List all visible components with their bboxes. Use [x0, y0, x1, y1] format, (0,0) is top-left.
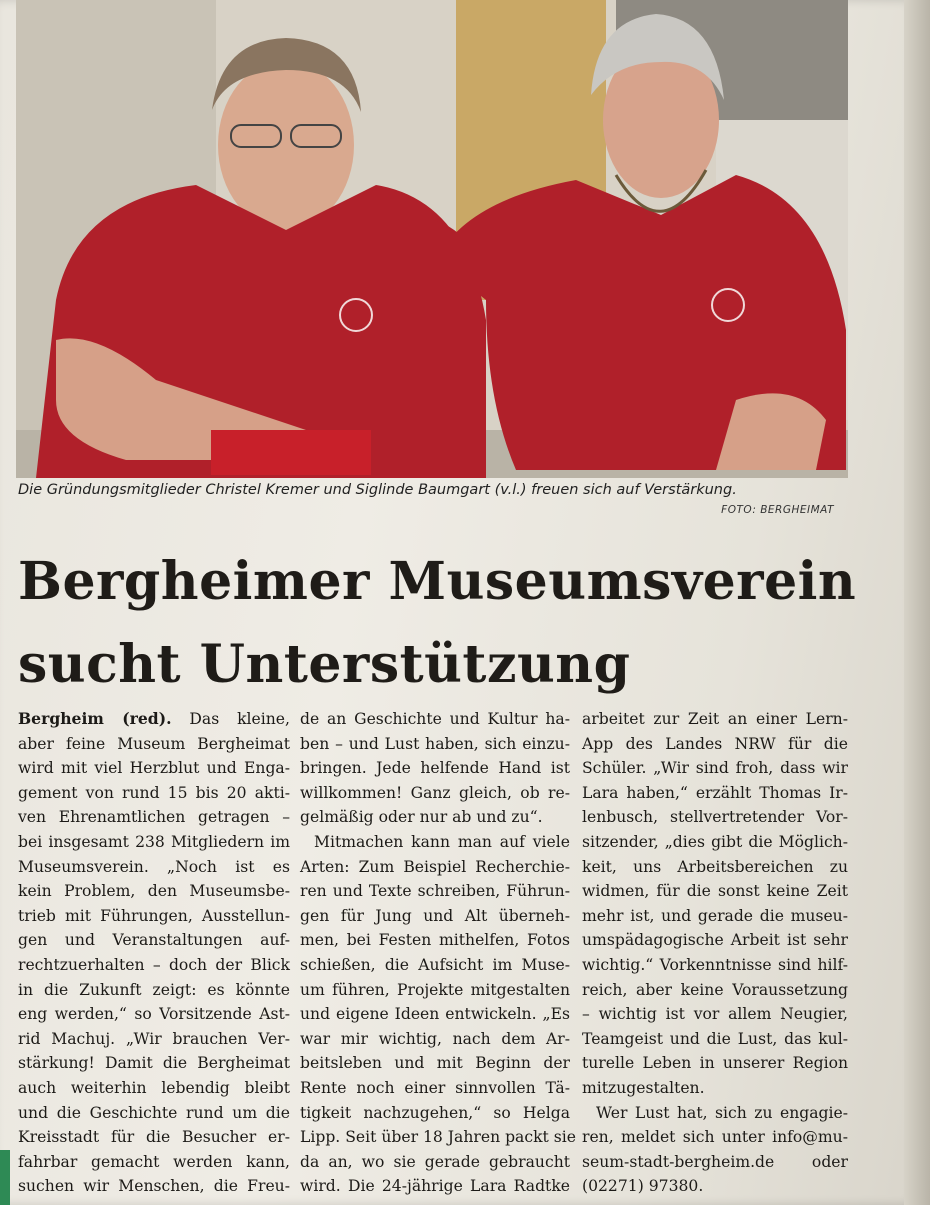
article-text: Arten: Zum Beispiel Recherchie- [300, 857, 570, 876]
article-line [300, 830, 570, 855]
article-text: de an Geschichte und Kultur ha- [300, 710, 570, 728]
article-text: gelmäßig oder nur ab und zu“. [300, 808, 543, 827]
article-line [300, 978, 570, 1003]
article-text: mehr ist, und gerade die museu- [582, 906, 848, 925]
article-column-1 [18, 707, 290, 1199]
article-line [582, 928, 848, 953]
article-line [18, 1150, 290, 1175]
dateline: Bergheim (red). [18, 709, 172, 728]
article-line [300, 707, 570, 732]
article-text: seum-stadt-bergheim.de oder [582, 1152, 848, 1171]
article-text: auch weiterhin lebendig bleibt [18, 1078, 290, 1097]
article-text: gement von rund 15 bis 20 akti- [18, 783, 290, 802]
article-text: Das kleine, [171, 710, 290, 728]
article-text: Rente noch einer sinnvollen Tä- [300, 1078, 570, 1097]
article-text: gen für Jung und Alt überneh- [300, 906, 570, 925]
article-text: men, bei Festen mithelfen, Fotos [300, 931, 570, 950]
headline [18, 540, 878, 706]
article-text: Lipp. Seit über 18 Jahren packt sie [300, 1128, 576, 1147]
article-line [18, 1076, 290, 1101]
article-line [300, 805, 570, 830]
article-text: Mitmachen kann man auf viele [314, 832, 570, 851]
article-text: stärkung! Damit die Bergheimat [18, 1054, 290, 1073]
headline-line-1: Bergheimer Museumsverein [18, 551, 857, 612]
article-line [582, 1101, 848, 1126]
article-text: rid Machuj. „Wir brauchen Ver- [18, 1029, 290, 1048]
article-line [582, 1174, 848, 1199]
article-text: mitzugestalten. [582, 1078, 705, 1097]
article-text: ren, meldet sich unter info@mu- [582, 1128, 848, 1147]
article-line [18, 830, 290, 855]
article-line [582, 756, 848, 781]
article-line [300, 1101, 570, 1126]
article-line [18, 1027, 290, 1052]
article-text: wird. Die 24-jährige Lara Radtke [300, 1177, 570, 1196]
article-line [300, 904, 570, 929]
article-text: Schüler. „Wir sind froh, dass wir [582, 759, 848, 778]
article-text: (02271) 97380. [582, 1177, 704, 1196]
article-line [300, 781, 570, 806]
article-text: suchen wir Menschen, die Freu- [18, 1177, 290, 1196]
article-line [18, 1125, 290, 1150]
article-line [18, 732, 290, 757]
article-text: Kreisstadt für die Besucher er- [18, 1128, 290, 1147]
article-line [300, 1174, 570, 1199]
article-line [582, 1125, 848, 1150]
article-text: willkommen! Ganz gleich, ob re- [300, 783, 570, 802]
article-line [582, 707, 848, 732]
article-line [300, 1076, 570, 1101]
article-text: bei insgesamt 238 Mitgliedern im [18, 832, 290, 851]
article-column-2 [300, 707, 576, 1199]
article-line [300, 1051, 570, 1076]
article-text: Museumsverein. „Noch ist es [18, 857, 290, 876]
article-text: umspädagogische Arbeit ist sehr [582, 931, 848, 950]
article-line [18, 707, 290, 732]
article-line [18, 805, 290, 830]
article-text: sitzender, „dies gibt die Möglich- [582, 832, 848, 851]
article-text: da an, wo sie gerade gebraucht [300, 1152, 570, 1171]
article-photo [16, 0, 848, 478]
article-line [18, 953, 290, 978]
article-text: eng werden,“ so Vorsitzende Ast- [18, 1005, 290, 1024]
paper-edge [904, 0, 930, 1205]
article-line [582, 879, 848, 904]
article-text: Lara haben,“ erzählt Thomas Ir- [582, 783, 848, 802]
photo-illustration [16, 0, 848, 478]
article-text: reich, aber keine Voraussetzung [582, 980, 848, 999]
article-text: – wichtig ist vor allem Neugier, [582, 1005, 848, 1024]
article-text: ren und Texte schreiben, Führun- [300, 882, 570, 901]
article-line [582, 904, 848, 929]
article-text: fahrbar gemacht werden kann, [18, 1152, 290, 1171]
article-line [300, 1125, 576, 1150]
article-line [582, 1002, 848, 1027]
photo-caption: Die Gründungsmitglieder Christel Kremer und Siglinde Baumgart (v.l.) freuen sich auf Verstärkung. [18, 482, 737, 498]
article-text: aber feine Museum Bergheimat [18, 734, 290, 753]
article-text: turelle Leben in unserer Region [582, 1054, 848, 1073]
article-text: arbeitet zur Zeit an einer Lern- [582, 710, 848, 728]
article-text: gen und Veranstaltungen auf- [18, 931, 290, 950]
article-text: wichtig.“ Vorkenntnisse sind hilf- [582, 955, 848, 974]
article-text: war mir wichtig, nach dem Ar- [300, 1029, 570, 1048]
headline-line-2: sucht Unterstützung [18, 634, 631, 695]
article-text: Teamgeist und die Lust, das kul- [582, 1029, 848, 1048]
article-line [18, 855, 290, 880]
article-line [582, 1051, 848, 1076]
article-line [18, 1101, 290, 1126]
article-line [300, 928, 570, 953]
article-text: widmen, für die sonst keine Zeit [582, 882, 848, 901]
article-text: Wer Lust hat, sich zu engagie- [596, 1103, 848, 1122]
article-line [18, 1051, 290, 1076]
article-line [582, 978, 848, 1003]
article-line [18, 781, 290, 806]
article-text: App des Landes NRW für die [582, 734, 848, 753]
article-text: trieb mit Führungen, Ausstellun- [18, 906, 290, 925]
article-line [300, 855, 570, 880]
article-line [582, 1076, 848, 1101]
article-text: kein Problem, den Museumsbe- [18, 882, 290, 901]
article-text: ven Ehrenamtlichen getragen – [18, 808, 290, 827]
article-line [582, 855, 848, 880]
article-line [300, 879, 570, 904]
article-line [18, 879, 290, 904]
article-line [300, 1150, 570, 1175]
article-line [300, 1002, 570, 1027]
article-text: keit, uns Arbeitsbereichen zu [582, 857, 848, 876]
article-text: bringen. Jede helfende Hand ist [300, 759, 570, 778]
article-line [582, 953, 848, 978]
article-line [582, 781, 848, 806]
article-text: und eigene Ideen entwickeln. „Es [300, 1005, 570, 1024]
article-text: und die Geschichte rund um die [18, 1103, 290, 1122]
article-text: beitsleben und mit Beginn der [300, 1054, 570, 1073]
article-text: rechtzuerhalten – doch der Blick [18, 955, 290, 974]
article-line [300, 953, 570, 978]
article-line [18, 978, 290, 1003]
article-line [582, 805, 848, 830]
article-line [18, 756, 290, 781]
article-text: schießen, die Aufsicht im Muse- [300, 955, 570, 974]
article-line [18, 1174, 290, 1199]
article-line [18, 928, 290, 953]
article-column-3 [582, 707, 848, 1199]
article-text: um führen, Projekte mitgestalten [300, 980, 570, 999]
green-edge [0, 1150, 10, 1205]
article-line [582, 1027, 848, 1052]
article-line [18, 1002, 290, 1027]
article-text: lenbusch, stellvertretender Vor- [582, 808, 848, 827]
article-line [300, 1027, 570, 1052]
article-text: in die Zukunft zeigt: es könnte [18, 980, 290, 999]
article-text: ben – und Lust haben, sich einzu- [300, 734, 570, 753]
article-line [300, 732, 570, 757]
article-line [582, 830, 848, 855]
article-line [300, 756, 570, 781]
article-line [582, 732, 848, 757]
article-text: wird mit viel Herzblut und Enga- [18, 759, 290, 778]
article-text: tigkeit nachzugehen,“ so Helga [300, 1103, 570, 1122]
photo-credit: FOTO: BERGHEIMAT [721, 504, 834, 516]
article-line [582, 1150, 848, 1175]
article-line [18, 904, 290, 929]
